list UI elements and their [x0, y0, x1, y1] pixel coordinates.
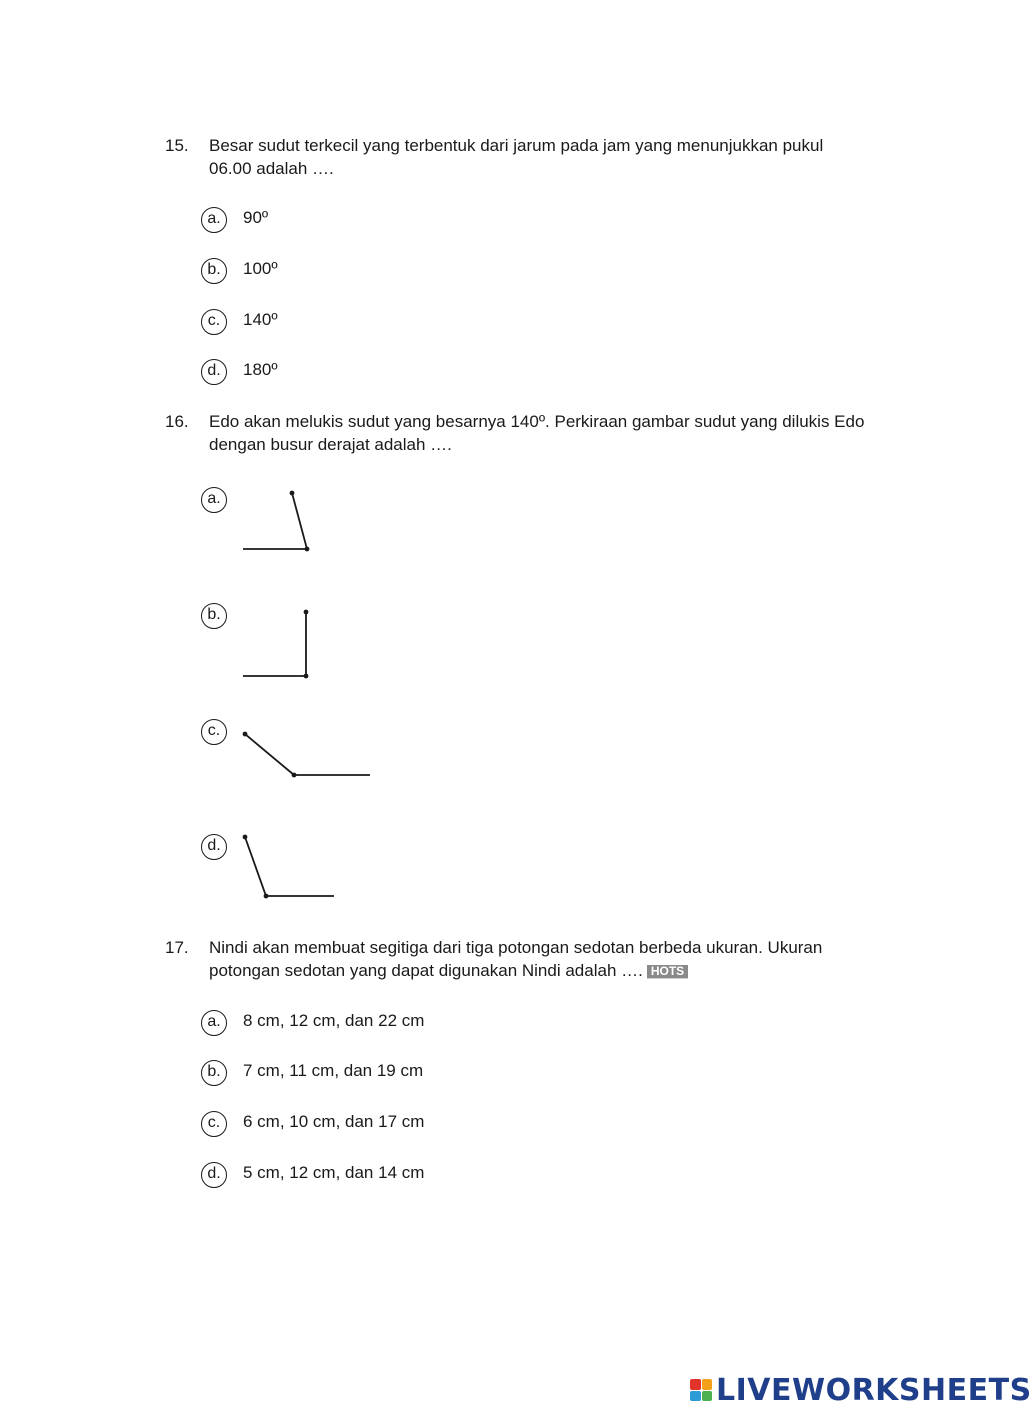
angle-drawing-b: [240, 605, 320, 683]
angle-drawing-c: [240, 728, 375, 780]
option-letter[interactable]: a.: [201, 487, 227, 513]
option-letter[interactable]: b.: [201, 603, 227, 629]
angle-drawing-a: [240, 485, 320, 555]
option-text: 7 cm, 11 cm, dan 19 cm: [243, 1061, 424, 1080]
logo-square-4: [702, 1391, 713, 1402]
question-15-text: Besar sudut terkecil yang terbentuk dari jarum pada jam yang menunjukkan pukul 06.00 adalah ….: [209, 136, 824, 178]
option-letter[interactable]: b.: [201, 258, 227, 284]
logo-square-1: [690, 1379, 701, 1390]
option-letter[interactable]: c.: [201, 309, 227, 335]
question-17-text: Nindi akan membuat segitiga dari tiga potongan sedotan berbeda ukuran. Ukuran potongan sedotan yang dapat digunakan Nindi adalah ….: [209, 938, 823, 980]
question-17-text-block: [209, 937, 869, 982]
option-letter[interactable]: b.: [201, 1060, 227, 1086]
question-17-number: 17.: [165, 938, 189, 957]
angle-drawing-d: [240, 832, 340, 902]
option-letter[interactable]: c.: [201, 1111, 227, 1137]
question-15-number: 15.: [165, 136, 189, 155]
option-text: 8 cm, 12 cm, dan 22 cm: [243, 1011, 425, 1030]
option-text: 90º: [243, 208, 269, 227]
option-text: 6 cm, 10 cm, dan 17 cm: [243, 1112, 425, 1131]
option-letter[interactable]: d.: [201, 359, 227, 385]
option-letter[interactable]: c.: [201, 719, 227, 745]
option-text: 5 cm, 12 cm, dan 14 cm: [243, 1163, 425, 1182]
option-text: 180º: [243, 360, 278, 379]
logo-text: LIVEWORKSHEETS: [716, 1372, 1032, 1408]
logo-square-2: [702, 1379, 713, 1390]
liveworksheets-logo: [690, 1374, 1032, 1406]
option-letter[interactable]: a.: [201, 207, 227, 233]
logo-square-3: [690, 1391, 701, 1402]
option-letter[interactable]: d.: [201, 834, 227, 860]
logo-mark-icon: [690, 1379, 712, 1401]
hots-badge: HOTS: [647, 965, 688, 979]
question-16-number: 16.: [165, 412, 189, 431]
option-text: 140º: [243, 310, 278, 329]
option-letter[interactable]: a.: [201, 1010, 227, 1036]
option-text: 100º: [243, 259, 278, 278]
option-letter[interactable]: d.: [201, 1162, 227, 1188]
question-16-text: Edo akan melukis sudut yang besarnya 140º. Perkiraan gambar sudut yang dilukis Edo dengan busur derajat adalah ….: [209, 412, 865, 454]
